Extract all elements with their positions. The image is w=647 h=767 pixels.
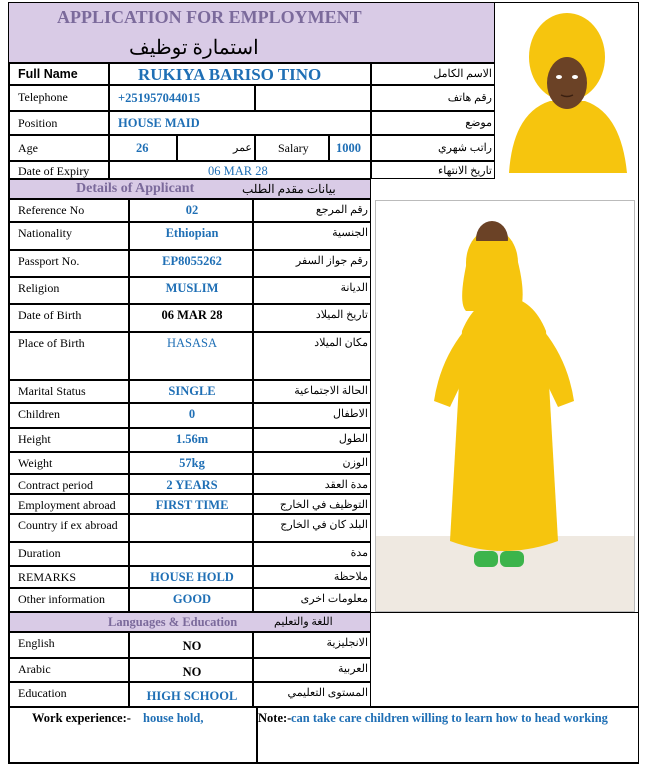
languages-row-cell	[253, 658, 371, 682]
details-row-label-cell	[9, 403, 129, 428]
languages-row-cell	[129, 658, 253, 682]
languages-row-value: HIGH SCHOOL	[146, 689, 238, 703]
details-row-ar-cell	[253, 474, 371, 494]
full-body-photo	[375, 200, 635, 612]
salary-value: 1000	[336, 141, 361, 155]
languages-row-label: English	[18, 636, 55, 650]
details-row-ar-cell	[253, 514, 371, 542]
languages-row-value: NO	[182, 665, 202, 679]
details-row-ar-cell	[253, 428, 371, 452]
details-row-label: Contract period	[18, 478, 93, 492]
details-row-value-cell	[129, 542, 253, 566]
details-row-ar: معلومات اخرى	[300, 593, 368, 605]
details-row-label: Duration	[18, 546, 61, 560]
full-name-value: RUKIYA BARISO TINO	[138, 65, 322, 84]
details-row-value: HASASA	[166, 336, 217, 350]
details-row-label: Height	[18, 432, 51, 446]
languages-row-cell	[129, 682, 253, 707]
languages-row-cell	[9, 658, 129, 682]
page-title-ar: استمارة توظيف	[129, 37, 259, 59]
languages-row-cell	[9, 682, 129, 707]
details-row-value-cell	[129, 452, 253, 474]
details-row-label-cell	[9, 222, 129, 250]
full-name-label: Full Name	[18, 67, 78, 81]
details-row-value: FIRST TIME	[155, 498, 229, 512]
details-row-label: Children	[18, 407, 60, 421]
telephone-value: +251957044015	[118, 91, 201, 105]
details-row-label-cell	[9, 380, 129, 403]
details-row-ar: رقم جواز السفر	[295, 255, 368, 267]
note-label: Note:-	[258, 711, 292, 725]
details-row-ar: التوظيف في الخارج	[279, 499, 368, 511]
details-row-value-cell	[129, 494, 253, 514]
details-row-ar-cell	[253, 332, 371, 380]
details-row-label-cell	[9, 514, 129, 542]
details-row-value-cell	[129, 222, 253, 250]
details-row-ar: البلد كان في الخارج	[280, 519, 368, 531]
details-title-ar: بيانات مقدم الطلب	[242, 182, 336, 196]
details-row-value: 02	[185, 203, 199, 217]
details-row-ar-cell	[253, 542, 371, 566]
languages-row-ar: الانجليزية	[326, 637, 368, 649]
details-row-value-cell	[129, 277, 253, 304]
details-row-ar: الطول	[338, 433, 368, 445]
details-row-label: Country if ex abroad	[18, 518, 118, 532]
details-row-label-cell	[9, 304, 129, 332]
page-title: APPLICATION FOR EMPLOYMENT	[57, 7, 362, 27]
details-row-value-cell	[129, 428, 253, 452]
details-row-label: REMARKS	[18, 570, 77, 584]
details-row-ar: تاريخ الميلاد	[315, 309, 368, 321]
details-row-label-cell	[9, 588, 129, 612]
full-body-person-icon	[376, 201, 634, 611]
languages-row-ar: المستوى التعليمي	[287, 687, 368, 699]
expiry-ar: تاريخ الانتهاء	[438, 165, 492, 177]
languages-row-cell	[129, 632, 253, 658]
note-value: can take care children willing to learn how to head working	[291, 711, 608, 725]
details-row-ar-cell	[253, 588, 371, 612]
telephone-blank-cell	[255, 85, 371, 111]
languages-header	[9, 612, 371, 632]
details-row-value: HOUSE HOLD	[150, 570, 234, 584]
details-row-label-cell	[9, 474, 129, 494]
details-row-label: Other information	[18, 592, 105, 606]
salary-ar: راتب شهري	[438, 142, 492, 154]
details-row-label: Religion	[18, 281, 60, 295]
full-name-ar-cell	[371, 63, 495, 85]
details-row-label: Employment abroad	[18, 498, 116, 512]
details-row-value: 2 YEARS	[166, 478, 218, 492]
details-row-value: 1.56m	[175, 432, 209, 446]
details-row-label-cell	[9, 494, 129, 514]
details-row-value-cell	[129, 474, 253, 494]
telephone-label: Telephone	[18, 90, 68, 104]
salary-label: Salary	[278, 141, 309, 155]
details-row-ar-cell	[253, 494, 371, 514]
details-row-value: GOOD	[172, 592, 212, 606]
note-cell	[257, 707, 639, 763]
details-row-ar: الاطفال	[333, 408, 368, 420]
details-row-value-cell	[129, 380, 253, 403]
details-row-value: SINGLE	[168, 384, 216, 398]
languages-row-cell	[9, 632, 129, 658]
details-row-label: Nationality	[18, 226, 72, 240]
languages-row-cell	[253, 682, 371, 707]
details-row-ar: الديانة	[340, 282, 368, 294]
portrait-photo	[495, 3, 638, 179]
details-row-label-cell	[9, 250, 129, 277]
full-name-value-cell	[109, 63, 371, 85]
position-label: Position	[18, 116, 58, 130]
age-label: Age	[18, 141, 38, 155]
languages-title-ar: اللغة والتعليم	[274, 616, 333, 628]
details-row-ar: رقم المرجع	[315, 204, 368, 216]
details-row-value-cell	[129, 304, 253, 332]
languages-row-value: NO	[182, 639, 202, 653]
languages-row-ar: العربية	[337, 663, 368, 675]
work-experience-cell	[9, 707, 257, 763]
details-row-value-cell	[129, 514, 253, 542]
position-ar: موضع	[465, 117, 492, 129]
details-row-value-cell	[129, 588, 253, 612]
details-row-value-cell	[129, 199, 253, 222]
details-row-label: Reference No	[18, 203, 85, 217]
details-row-label-cell	[9, 542, 129, 566]
position-value: HOUSE MAID	[118, 116, 200, 130]
age-ar: عمر	[233, 142, 252, 154]
details-row-ar-cell	[253, 199, 371, 222]
details-row-label: Date of Birth	[18, 308, 82, 322]
details-row-ar-cell	[253, 304, 371, 332]
details-row-ar: الحالة الاجتماعية	[294, 385, 368, 397]
details-row-label-cell	[9, 428, 129, 452]
languages-row-cell	[253, 632, 371, 658]
details-row-ar: مدة	[350, 547, 368, 559]
details-row-label: Place of Birth	[18, 336, 85, 350]
full-name-label-cell	[9, 63, 109, 85]
languages-row-label: Arabic	[18, 662, 51, 676]
details-row-value: 57kg	[179, 456, 205, 470]
details-row-ar: الوزن	[342, 457, 368, 469]
header-band	[9, 3, 495, 63]
details-row-label: Marital Status	[18, 384, 86, 398]
details-row-ar-cell	[253, 250, 371, 277]
details-row-label-cell	[9, 199, 129, 222]
details-title: Details of Applicant	[76, 181, 195, 196]
details-row-label: Weight	[18, 456, 53, 470]
details-row-ar: مكان الميلاد	[314, 337, 368, 349]
details-row-label-cell	[9, 566, 129, 588]
details-row-value: MUSLIM	[165, 281, 219, 295]
details-header	[9, 179, 371, 199]
details-row-ar: مدة العقد	[324, 479, 368, 491]
details-row-ar: الجنسية	[332, 227, 368, 239]
work-experience-label: Work experience:-	[32, 711, 131, 725]
details-row-value-cell	[129, 566, 253, 588]
details-row-label: Passport No.	[18, 254, 80, 268]
details-row-ar: ملاحظة	[333, 571, 368, 583]
languages-row-label: Education	[18, 686, 67, 700]
details-row-label-cell	[9, 452, 129, 474]
age-value: 26	[136, 141, 149, 155]
details-row-ar-cell	[253, 380, 371, 403]
details-row-value-cell	[129, 403, 253, 428]
details-row-ar-cell	[253, 566, 371, 588]
details-row-value-cell	[129, 332, 253, 380]
details-row-label-cell	[9, 277, 129, 304]
details-row-ar-cell	[253, 222, 371, 250]
details-row-ar-cell	[253, 277, 371, 304]
details-row-value: Ethiopian	[165, 226, 219, 240]
details-row-ar-cell	[253, 403, 371, 428]
expiry-label: Date of Expiry	[18, 164, 90, 178]
portrait-person-icon	[495, 3, 638, 179]
details-row-ar-cell	[253, 452, 371, 474]
details-row-value-cell	[129, 250, 253, 277]
telephone-ar: رقم هاتف	[447, 92, 492, 104]
details-row-value: 0	[188, 407, 196, 421]
languages-title: Languages & Education	[108, 615, 238, 629]
details-row-value: EP8055262	[162, 254, 222, 268]
languages-right-blank	[371, 612, 639, 707]
details-row-label-cell	[9, 332, 129, 380]
details-row-value: 06 MAR 28	[161, 308, 223, 322]
full-name-ar: الاسم الكامل	[433, 68, 492, 80]
work-experience-value: house hold,	[143, 711, 204, 725]
expiry-value: 06 MAR 28	[208, 164, 268, 178]
